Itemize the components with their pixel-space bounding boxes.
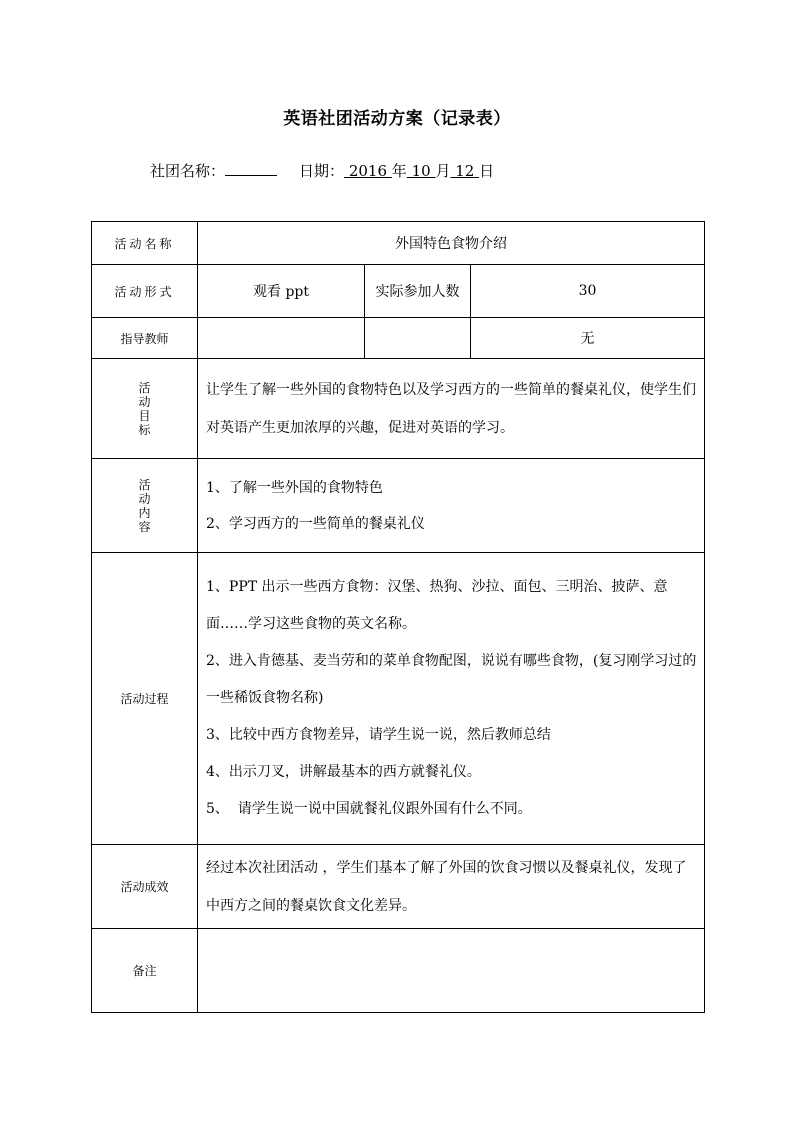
row-teacher xyxy=(92,318,705,359)
club-name-blank xyxy=(225,161,277,176)
process-item: 4、出示刀叉，讲解最基本的西方就餐礼仪。 xyxy=(206,764,481,780)
row-result xyxy=(92,845,705,929)
teacher-value: 无 xyxy=(471,318,705,359)
teacher-name xyxy=(198,318,365,359)
content-item: 2、学习西方的一些简单的餐桌礼仪 xyxy=(206,515,425,532)
date-day: 12 xyxy=(455,162,475,180)
result-text: 经过本次社团活动 ，学生们基本了解了外国的饮食习惯以及餐桌礼仪，发现了中西方之间的餐桌饮食文化差异。 xyxy=(198,845,705,929)
goal-text: 让学生了解一些外国的食物特色以及学习西方的一些简单的餐桌礼仪，使学生们对英语产生更加浓厚的兴趣，促进对英语的学习。 xyxy=(198,359,705,459)
activity-name-label: 活动名称 xyxy=(92,222,198,265)
date-month: 10 xyxy=(411,162,431,180)
row-remark xyxy=(92,929,705,1013)
result-label: 活动成效 xyxy=(92,845,198,929)
activity-form-value: 观看 ppt xyxy=(198,265,365,318)
remark-text xyxy=(198,929,705,1013)
content-item: 1、了解一些外国的食物特色 xyxy=(206,479,383,496)
process-item: 1、PPT 出示一些西方食物：汉堡、热狗、沙拉、面包、三明治、披萨、意面……学习这些食物的英文名称。 xyxy=(206,579,668,632)
teacher-label: 指导教师 xyxy=(92,318,198,359)
process-item: 5、 请学生说一说中国就餐礼仪跟外国有什么不同。 xyxy=(206,801,532,817)
page-title: 英语社团活动方案（记录表） xyxy=(283,109,511,129)
month-unit: 月 xyxy=(435,162,451,180)
attendance-label: 实际参加人数 xyxy=(365,265,471,318)
row-content xyxy=(92,459,705,553)
goal-label: 活 动 目 标 xyxy=(92,359,198,459)
club-name-label: 社团名称： xyxy=(150,162,226,180)
date-year: 2016 xyxy=(348,162,387,180)
row-activity-form xyxy=(92,265,705,318)
row-activity-name xyxy=(92,222,705,265)
row-process xyxy=(92,553,705,845)
process-item: 2、进入肯德基、麦当劳和的菜单食物配图，说说有哪些食物，(复习刚学习过的一些稀饭食物名称) xyxy=(206,653,697,706)
activity-form-label: 活动形式 xyxy=(92,265,198,318)
process-label: 活动过程 xyxy=(92,553,198,845)
record-meta xyxy=(150,160,494,181)
date-label: 日期： xyxy=(299,162,345,180)
row-goal xyxy=(92,359,705,459)
process-list xyxy=(198,553,705,845)
process-item: 3、比较中西方食物差异，请学生说一说，然后教师总结 xyxy=(206,727,551,743)
teacher-extra xyxy=(365,318,471,359)
attendance-value: 30 xyxy=(471,265,705,318)
day-unit: 日 xyxy=(479,162,495,180)
year-unit: 年 xyxy=(391,162,407,180)
content-label: 活 动 内 容 xyxy=(92,459,198,553)
activity-name-value: 外国特色食物介绍 xyxy=(198,222,705,265)
remark-label: 备注 xyxy=(92,929,198,1013)
content-list xyxy=(198,459,705,553)
activity-record-table xyxy=(91,221,705,1013)
